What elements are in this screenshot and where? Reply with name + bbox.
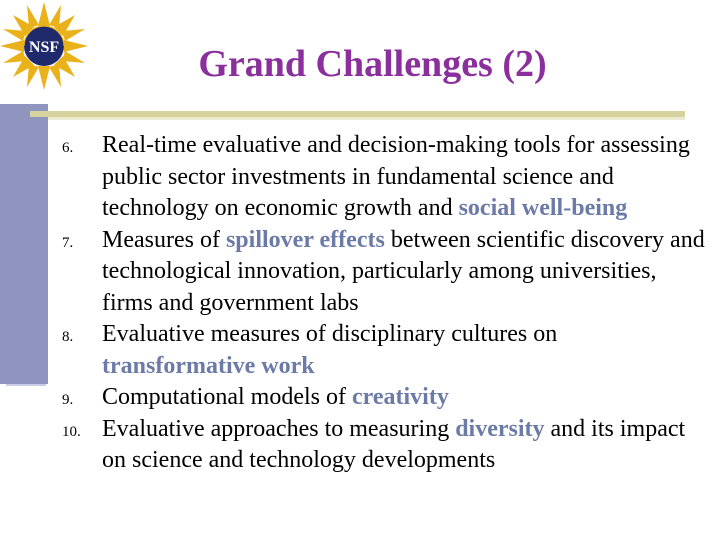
logo-rays [0, 2, 88, 90]
highlighted-term: social well-being [458, 195, 628, 221]
item-text-segment: Evaluative measures of disciplinary cultures on [102, 321, 558, 347]
item-text [102, 132, 690, 221]
item-text-segment: and its impact on science and technology developments [102, 415, 686, 473]
list-item [62, 319, 712, 382]
list-item [62, 382, 712, 414]
highlighted-term: transformative work [102, 352, 315, 379]
item-number: 7. [62, 234, 74, 251]
item-text-segment: Evaluative approaches to measuring [102, 415, 456, 442]
list-item [62, 414, 712, 477]
item-text-segment: Computational models of [102, 384, 352, 410]
item-number: 10. [62, 423, 81, 440]
nsf-logo [0, 0, 105, 105]
item-text [102, 416, 685, 474]
left-accent-bar [0, 104, 48, 384]
list-item [62, 130, 712, 225]
item-number: 6. [62, 140, 74, 156]
title-rule-shadow [48, 117, 685, 120]
slide-title: Grand Challenges (2) [198, 43, 547, 85]
item-text [102, 384, 449, 410]
item-text [102, 321, 557, 379]
logo-text: NSF [28, 39, 60, 56]
list-item [62, 225, 712, 320]
item-text-segment: between scientific discovery and technological innovation, particularly among universities, firms and government labs [102, 226, 705, 316]
item-number: 9. [62, 392, 74, 408]
highlighted-term: spillover effects [225, 226, 385, 253]
highlighted-term: creativity [351, 384, 449, 410]
challenge-list [62, 130, 712, 477]
item-text-segment: Real-time evaluative and decision-making tools for assessing public sector investments in fundamental science and technology on economic growth and [102, 132, 690, 221]
item-text [102, 227, 705, 316]
item-number: 8. [62, 329, 74, 345]
highlighted-term: diversity [455, 415, 545, 442]
item-text-segment: Measures of [102, 226, 226, 253]
